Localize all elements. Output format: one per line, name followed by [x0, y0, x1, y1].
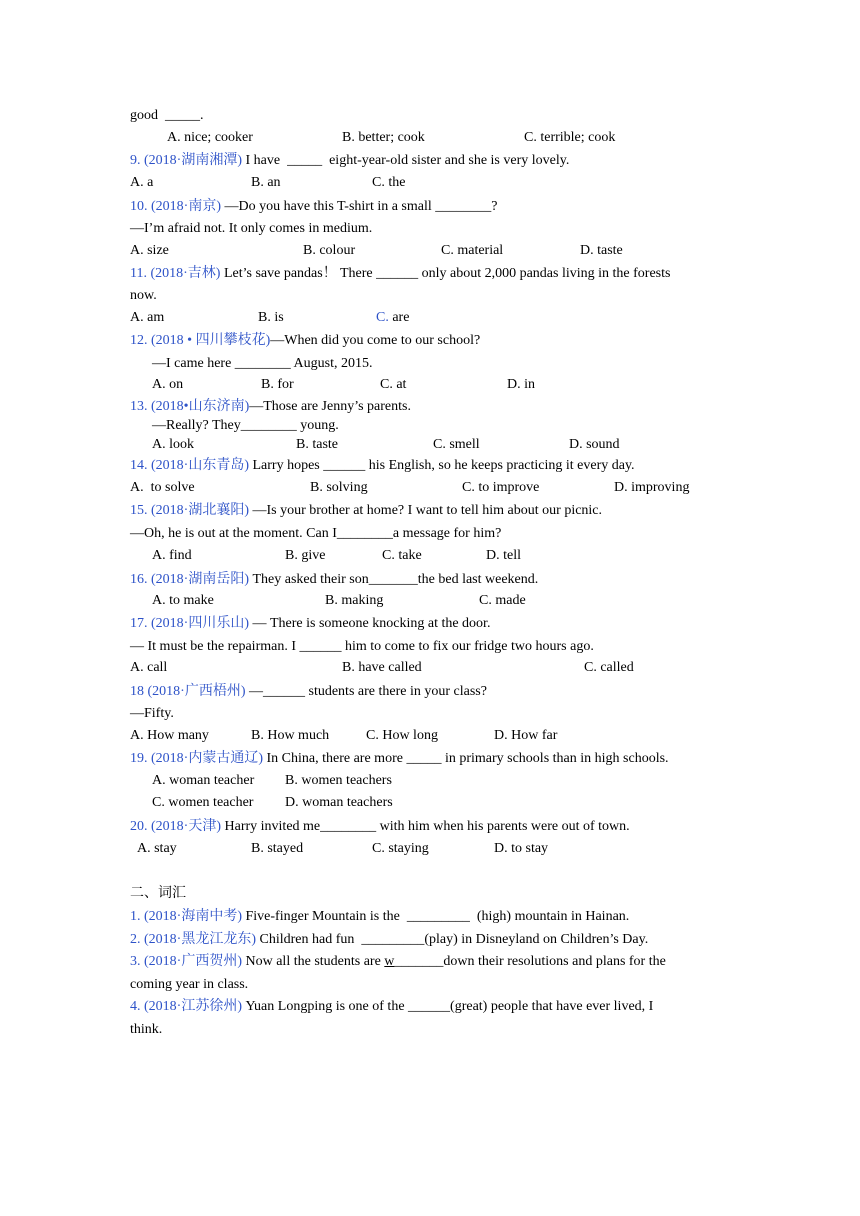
q19-text: In China, there are more _____ in primary schools than in high schools. [263, 751, 669, 766]
q8-tail-text: good _____. [130, 108, 204, 123]
q11-option-c-letter: C. [376, 310, 389, 325]
q14-option-c: C. to improve [462, 480, 540, 495]
section-heading: 二、词汇 [130, 886, 186, 901]
q15-option-d: D. tell [486, 548, 521, 563]
vocab-4-source: 4. (2018·江苏徐州) [130, 999, 242, 1014]
q18-option-a: A. How many [130, 728, 209, 743]
q9-option-c: C. the [372, 175, 406, 190]
q11-text-continued: now. [130, 288, 157, 303]
vocab-3-text: Now all the students are [242, 954, 385, 969]
q14-text: Larry hopes ______ his English, so he keeps practicing it every day. [249, 458, 635, 473]
q20-option-d: D. to stay [494, 841, 549, 856]
q16-text: They asked their son_______the bed last weekend. [249, 572, 539, 587]
q18-reply: —Fifty. [130, 706, 174, 721]
q13-source: 13. (2018•山东济南) [130, 399, 250, 414]
q17-reply: — It must be the repairman. I ______ him to come to fix our fridge two hours ago. [130, 639, 594, 654]
vocab-item-3-continued: coming year in class. [130, 977, 249, 992]
q14-option-a: A. to solve [130, 480, 195, 495]
q15-source: 15. (2018·湖北襄阳) [130, 503, 249, 518]
q13-text: —Those are Jenny’s parents. [249, 399, 411, 414]
vocab-3-source: 3. (2018·广西贺州) [130, 954, 242, 969]
q15-reply: —Oh, he is out at the moment. Can I________a message for him? [130, 526, 502, 541]
q9-text: I have _____ eight-year-old sister and she is very lovely. [242, 153, 570, 168]
q17-option-a: A. call [130, 660, 168, 675]
q16-stem [130, 571, 538, 589]
q18-text: —______ students are there in your class? [245, 684, 487, 699]
vocab-item-4-continued: think. [130, 1022, 163, 1037]
q17-stem [130, 615, 490, 633]
q19-option-c: C. women teacher [152, 795, 254, 810]
q11-text: Let’s save pandas！ There ______ only about 2,000 pandas living in the forests [220, 266, 671, 281]
q11-option-c [376, 310, 409, 326]
q13-stem [130, 398, 411, 416]
q17-option-b: B. have called [342, 660, 422, 675]
q10-option-a: A. size [130, 243, 169, 258]
vocab-2-source: 2. (2018·黑龙江龙东) [130, 932, 256, 947]
vocab-item-1 [130, 908, 629, 926]
q11-option-b: B. is [258, 310, 284, 325]
q18-stem [130, 683, 487, 701]
q20-text: Harry invited me________ with him when his parents were out of town. [221, 819, 630, 834]
q15-option-b: B. give [285, 548, 326, 563]
q15-option-a: A. find [152, 548, 192, 563]
q13-option-b: B. taste [296, 437, 338, 452]
q11-option-c-text: are [392, 310, 410, 325]
q13-option-d: D. sound [569, 437, 620, 452]
vocab-4-text: Yuan Longping is one of the ______(great) people that have ever lived, I [242, 999, 654, 1014]
q17-text: — There is someone knocking at the door. [249, 616, 491, 631]
q12-option-d: D. in [507, 377, 535, 392]
q12-stem [130, 332, 480, 350]
q18-option-d: D. How far [494, 728, 558, 743]
q8-option-b: B. better; cook [342, 130, 425, 145]
q14-option-d: D. improving [614, 480, 690, 495]
q12-reply: —I came here ________ August, 2015. [152, 356, 373, 371]
q10-option-c: C. material [441, 243, 504, 258]
q19-option-b: B. women teachers [285, 773, 392, 788]
vocab-3-hint-letter: w [384, 954, 395, 969]
q16-option-a: A. to make [152, 593, 214, 608]
q17-option-c: C. called [584, 660, 634, 675]
q18-option-b: B. How much [251, 728, 330, 743]
q19-option-a: A. woman teacher [152, 773, 255, 788]
q11-stem [130, 263, 730, 285]
q20-source: 20. (2018·天津) [130, 819, 221, 834]
q12-option-c: C. at [380, 377, 407, 392]
q18-option-c: C. How long [366, 728, 438, 743]
q10-option-b: B. colour [303, 243, 356, 258]
q19-option-d: D. woman teachers [285, 795, 393, 810]
q16-option-c: C. made [479, 593, 526, 608]
q11-source: 11. (2018·吉林) [130, 266, 221, 281]
q20-option-c: C. staying [372, 841, 429, 856]
q13-option-c: C. smell [433, 437, 480, 452]
q10-option-d: D. taste [580, 243, 623, 258]
vocab-item-3 [130, 951, 730, 973]
q20-option-a: A. stay [137, 841, 177, 856]
q9-option-a: A. a [130, 175, 154, 190]
q12-option-a: A. on [152, 377, 184, 392]
q13-option-a: A. look [152, 437, 194, 452]
q9-stem [130, 152, 569, 170]
vocab-item-4 [130, 996, 730, 1018]
q20-option-b: B. stayed [251, 841, 304, 856]
q12-text: —When did you come to our school? [270, 333, 481, 348]
q15-text: —Is your brother at home? I want to tell him about our picnic. [249, 503, 603, 518]
q9-source: 9. (2018·湖南湘潭) [130, 153, 242, 168]
q9-option-b: B. an [251, 175, 281, 190]
q20-stem [130, 818, 630, 836]
q16-source: 16. (2018·湖南岳阳) [130, 572, 249, 587]
q15-option-c: C. take [382, 548, 422, 563]
q10-reply: —I’m afraid not. It only comes in medium. [130, 221, 373, 236]
q10-text: —Do you have this T-shirt in a small ________? [221, 199, 498, 214]
q16-option-b: B. making [325, 593, 384, 608]
q17-source: 17. (2018·四川乐山) [130, 616, 249, 631]
vocab-1-text: Five-finger Mountain is the _________ (high) mountain in Hainan. [242, 909, 630, 924]
q10-source: 10. (2018·南京) [130, 199, 221, 214]
q15-stem [130, 502, 602, 520]
q18-source: 18 (2018·广西梧州) [130, 684, 246, 699]
q14-stem [130, 457, 635, 475]
q12-option-b: B. for [261, 377, 294, 392]
q19-source: 19. (2018·内蒙古通辽) [130, 751, 263, 766]
vocab-item-2 [130, 931, 648, 949]
q13-reply: —Really? They________ young. [152, 418, 339, 433]
q19-stem [130, 750, 669, 768]
vocab-1-source: 1. (2018·海南中考) [130, 909, 242, 924]
q14-source: 14. (2018·山东青岛) [130, 458, 249, 473]
q14-option-b: B. solving [310, 480, 368, 495]
vocab-2-text: Children had fun _________(play) in Disneyland on Children’s Day. [256, 932, 649, 947]
q12-source: 12. (2018 • 四川攀枝花) [130, 333, 271, 348]
vocab-3-text-b: _______down their resolutions and plans for the [394, 954, 666, 969]
q8-option-a: A. nice; cooker [167, 130, 253, 145]
q11-option-a: A. am [130, 310, 165, 325]
q10-stem [130, 198, 497, 216]
q8-option-c: C. terrible; cook [524, 130, 616, 145]
